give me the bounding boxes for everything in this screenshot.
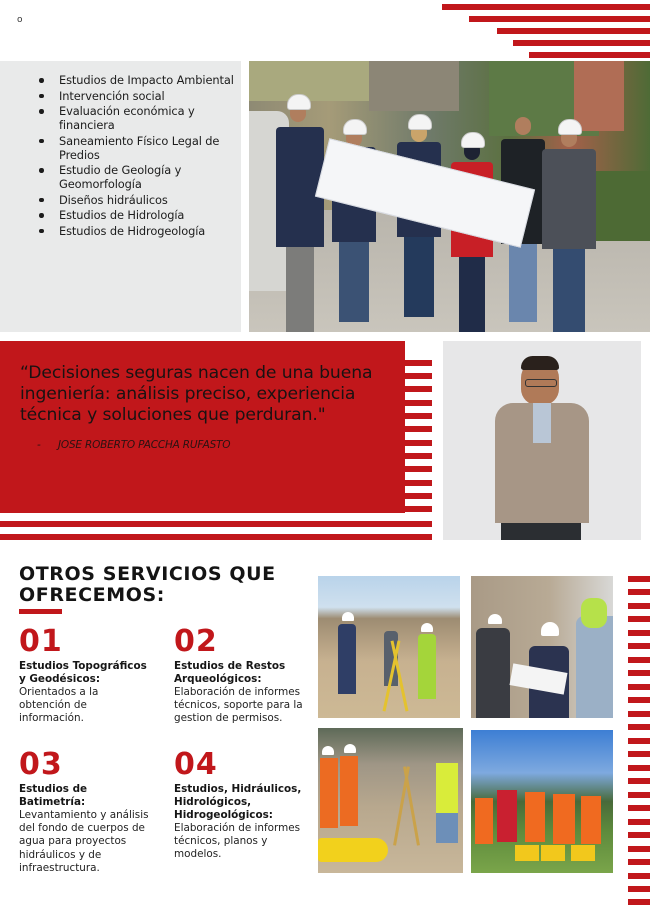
stripe — [628, 846, 650, 852]
stripe — [0, 521, 432, 527]
stripe — [529, 52, 650, 58]
service-card — [174, 747, 304, 862]
topography-survey-photo — [318, 576, 460, 718]
stripe — [405, 480, 432, 486]
stripe — [405, 493, 432, 499]
stripe — [628, 697, 650, 703]
title-line: OTROS SERVICIOS QUE — [19, 563, 276, 585]
stripe — [628, 657, 650, 663]
stripe — [405, 400, 432, 406]
service-title: Estudios de Batimetría: — [19, 783, 88, 808]
service-description: Levantamiento y análisis del fondo de cuerpos de agua para proyectos hidráulicos y de infraestructura. — [19, 809, 149, 874]
service-card — [19, 747, 149, 875]
list-item: Estudios de Impacto Ambiental — [38, 73, 238, 87]
title-underline — [19, 609, 62, 614]
stripe — [628, 724, 650, 730]
service-title: Estudios de Restos Arqueológicos: — [174, 660, 286, 685]
stripe — [405, 453, 432, 459]
service-number: 03 — [19, 747, 63, 782]
stripe — [628, 899, 650, 905]
stripe — [405, 440, 432, 446]
stripe — [628, 886, 650, 892]
stripe — [628, 684, 650, 690]
service-title: Estudios, Hidráulicos, Hidrológicos, Hidrogeológicos: — [174, 783, 302, 821]
stripe — [497, 28, 650, 34]
stripe — [628, 819, 650, 825]
title-line: OFRECEMOS: — [19, 584, 166, 606]
author-name: JOSE ROBERTO PACCHA RUFASTO — [58, 439, 231, 451]
stripe — [513, 40, 650, 46]
quote-author — [37, 439, 230, 451]
stripe — [469, 16, 650, 22]
stripe — [405, 426, 432, 432]
stripe — [628, 589, 650, 595]
stripe — [442, 4, 650, 10]
stripe — [628, 616, 650, 622]
service-title: Estudios Topográficos y Geodésicos: — [19, 660, 147, 685]
stripe — [628, 670, 650, 676]
section-title — [19, 564, 276, 606]
list-item: Evaluación económica y financiera — [38, 104, 238, 132]
service-description: Orientados a la obtención de información. — [19, 686, 99, 725]
stripe — [405, 506, 432, 512]
hydrology-team-photo — [471, 730, 613, 873]
service-number: 04 — [174, 747, 218, 782]
stripe — [628, 792, 650, 798]
list-item: Saneamiento Físico Legal de Predios — [38, 134, 238, 162]
services-panel — [0, 61, 241, 332]
stripe — [405, 386, 432, 392]
stripe — [628, 738, 650, 744]
service-card — [174, 624, 304, 726]
stripe — [628, 751, 650, 757]
list-item: Estudios de Hidrología — [38, 208, 238, 222]
stripe — [628, 873, 650, 879]
stripe — [628, 630, 650, 636]
list-item: Estudio de Geología y Geomorfología — [38, 163, 238, 191]
stripe — [628, 778, 650, 784]
stripe — [628, 832, 650, 838]
stripe — [405, 466, 432, 472]
archaeology-review-photo — [471, 576, 613, 718]
stripe — [628, 805, 650, 811]
stripe — [628, 576, 650, 582]
page-mark: o — [17, 15, 23, 25]
stripe — [628, 603, 650, 609]
list-item: Diseños hidráulicos — [38, 193, 238, 207]
services-list — [38, 73, 238, 239]
stripe — [405, 360, 432, 366]
team-photo — [249, 61, 650, 332]
stripe — [628, 711, 650, 717]
quote-text: “Decisiones seguras nacen de una buena ingeniería: análisis preciso, experiencia técnica y soluciones que perduran." — [20, 363, 373, 425]
service-card — [19, 624, 149, 726]
list-item: Intervención social — [38, 89, 238, 103]
stripe — [628, 643, 650, 649]
service-number: 01 — [19, 624, 63, 659]
service-number: 02 — [174, 624, 218, 659]
portrait-photo — [443, 341, 641, 540]
stripe — [405, 373, 432, 379]
stripe — [628, 765, 650, 771]
service-description: Elaboración de informes técnicos, soporte para la gestion de permisos. — [174, 686, 303, 725]
stripe — [0, 534, 432, 540]
list-item: Estudios de Hidrogeología — [38, 224, 238, 238]
bathymetry-equipment-photo — [318, 728, 463, 873]
service-description: Elaboración de informes técnicos, planos y modelos. — [174, 822, 301, 861]
stripe — [405, 413, 432, 419]
author-dash: - — [37, 439, 41, 451]
quote-block — [0, 341, 405, 513]
stripe — [628, 859, 650, 865]
